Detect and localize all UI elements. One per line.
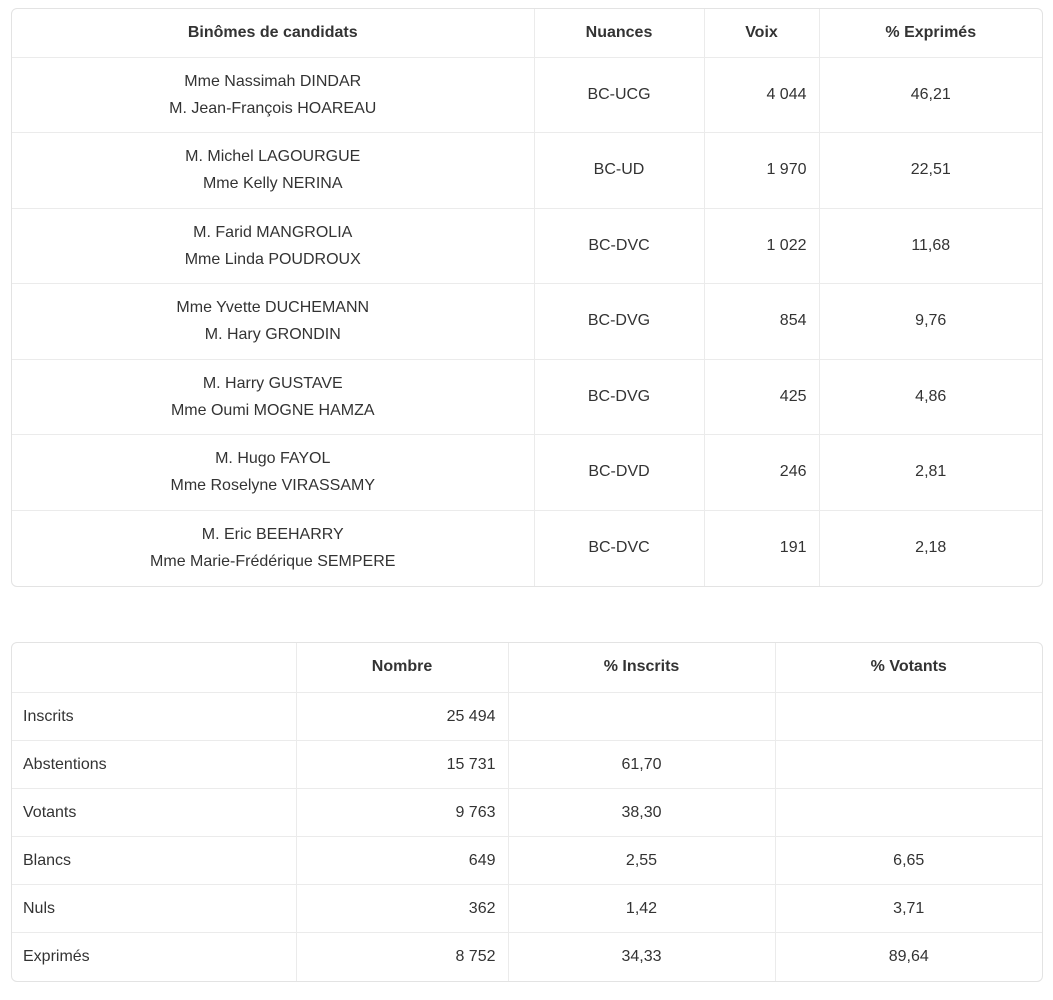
pct-votants-cell: 6,65 xyxy=(775,837,1042,885)
candidate-pair xyxy=(12,57,534,133)
results-row xyxy=(12,133,1042,209)
candidate-name-2: Mme Oumi MOGNE HAMZA xyxy=(170,401,375,419)
nombre-cell: 8 752 xyxy=(296,933,508,981)
pct-inscrits-cell xyxy=(508,693,775,741)
candidate-name-2: M. Hary GRONDIN xyxy=(204,326,341,344)
pct-votants-cell xyxy=(775,789,1042,837)
candidate-name-2: M. Jean-François HOAREAU xyxy=(169,99,377,117)
candidate-pair xyxy=(12,133,534,209)
results-row xyxy=(12,359,1042,435)
candidate-name-1: M. Farid MANGROLIA xyxy=(193,223,353,241)
nuance-cell: BC-DVC xyxy=(534,208,704,284)
results-row xyxy=(12,510,1042,586)
participation-row xyxy=(12,789,1042,837)
pct-votants-cell xyxy=(775,741,1042,789)
nombre-cell: 9 763 xyxy=(296,789,508,837)
header-pct-exprimes: % Exprimés xyxy=(819,9,1042,57)
row-label: Votants xyxy=(12,789,296,837)
pct-cell: 22,51 xyxy=(819,133,1042,209)
pct-inscrits-cell: 34,33 xyxy=(508,933,775,981)
votes-cell: 246 xyxy=(704,435,819,511)
nombre-cell: 15 731 xyxy=(296,741,508,789)
candidate-name-1: M. Michel LAGOURGUE xyxy=(185,148,361,166)
row-label: Exprimés xyxy=(12,933,296,981)
pct-cell: 11,68 xyxy=(819,208,1042,284)
row-label: Nuls xyxy=(12,885,296,933)
votes-cell: 191 xyxy=(704,510,819,586)
candidate-name-2: Mme Linda POUDROUX xyxy=(184,250,361,268)
candidate-name-2: Mme Kelly NERINA xyxy=(202,175,343,193)
header-nuances: Nuances xyxy=(534,9,704,57)
participation-row xyxy=(12,885,1042,933)
nombre-cell: 649 xyxy=(296,837,508,885)
candidate-pair xyxy=(12,510,534,586)
participation-header-row xyxy=(12,643,1042,693)
nuance-cell: BC-DVC xyxy=(534,510,704,586)
nombre-cell: 362 xyxy=(296,885,508,933)
results-table xyxy=(12,9,1042,586)
row-label: Abstentions xyxy=(12,741,296,789)
participation-row xyxy=(12,741,1042,789)
candidate-pair xyxy=(12,435,534,511)
results-row xyxy=(12,435,1042,511)
nuance-cell: BC-UD xyxy=(534,133,704,209)
nuance-cell: BC-UCG xyxy=(534,57,704,133)
nuance-cell: BC-DVG xyxy=(534,359,704,435)
candidate-pair xyxy=(12,359,534,435)
results-header-row xyxy=(12,9,1042,57)
header-pct-votants: % Votants xyxy=(775,643,1042,693)
pct-votants-cell: 89,64 xyxy=(775,933,1042,981)
header-voix: Voix xyxy=(704,9,819,57)
results-table-container xyxy=(11,8,1043,587)
participation-row xyxy=(12,693,1042,741)
pct-cell: 2,18 xyxy=(819,510,1042,586)
candidate-name-1: M. Hugo FAYOL xyxy=(215,450,331,468)
candidate-name-2: Mme Roselyne VIRASSAMY xyxy=(170,477,375,495)
participation-table-container xyxy=(11,642,1043,982)
pct-cell: 2,81 xyxy=(819,435,1042,511)
pct-cell: 9,76 xyxy=(819,284,1042,360)
votes-cell: 1 022 xyxy=(704,208,819,284)
candidate-name-2: Mme Marie-Frédérique SEMPERE xyxy=(150,553,396,570)
candidate-pair xyxy=(12,284,534,360)
nombre-cell: 25 494 xyxy=(296,693,508,741)
pct-inscrits-cell: 1,42 xyxy=(508,885,775,933)
header-pct-inscrits: % Inscrits xyxy=(508,643,775,693)
nuance-cell: BC-DVD xyxy=(534,435,704,511)
participation-row xyxy=(12,933,1042,981)
candidate-name-1: Mme Yvette DUCHEMANN xyxy=(176,299,370,317)
pct-cell: 4,86 xyxy=(819,359,1042,435)
header-candidates: Binômes de candidats xyxy=(187,23,358,41)
candidate-name-1: M. Harry GUSTAVE xyxy=(202,374,343,392)
nuance-cell: BC-DVG xyxy=(534,284,704,360)
pct-cell: 46,21 xyxy=(819,57,1042,133)
header-empty xyxy=(12,643,296,693)
candidate-pair xyxy=(12,208,534,284)
votes-cell: 425 xyxy=(704,359,819,435)
participation-row xyxy=(12,837,1042,885)
header-nombre: Nombre xyxy=(296,643,508,693)
pct-votants-cell: 3,71 xyxy=(775,885,1042,933)
pct-inscrits-cell: 38,30 xyxy=(508,789,775,837)
row-label: Blancs xyxy=(12,837,296,885)
candidate-name-1: M. Eric BEEHARRY xyxy=(201,526,344,543)
votes-cell: 4 044 xyxy=(704,57,819,133)
pct-inscrits-cell: 61,70 xyxy=(508,741,775,789)
votes-cell: 854 xyxy=(704,284,819,360)
results-row xyxy=(12,57,1042,133)
row-label: Inscrits xyxy=(12,693,296,741)
pct-inscrits-cell: 2,55 xyxy=(508,837,775,885)
pct-votants-cell xyxy=(775,693,1042,741)
results-row xyxy=(12,208,1042,284)
participation-table xyxy=(12,643,1042,981)
votes-cell: 1 970 xyxy=(704,133,819,209)
results-row xyxy=(12,284,1042,360)
candidate-name-1: Mme Nassimah DINDAR xyxy=(184,72,362,90)
